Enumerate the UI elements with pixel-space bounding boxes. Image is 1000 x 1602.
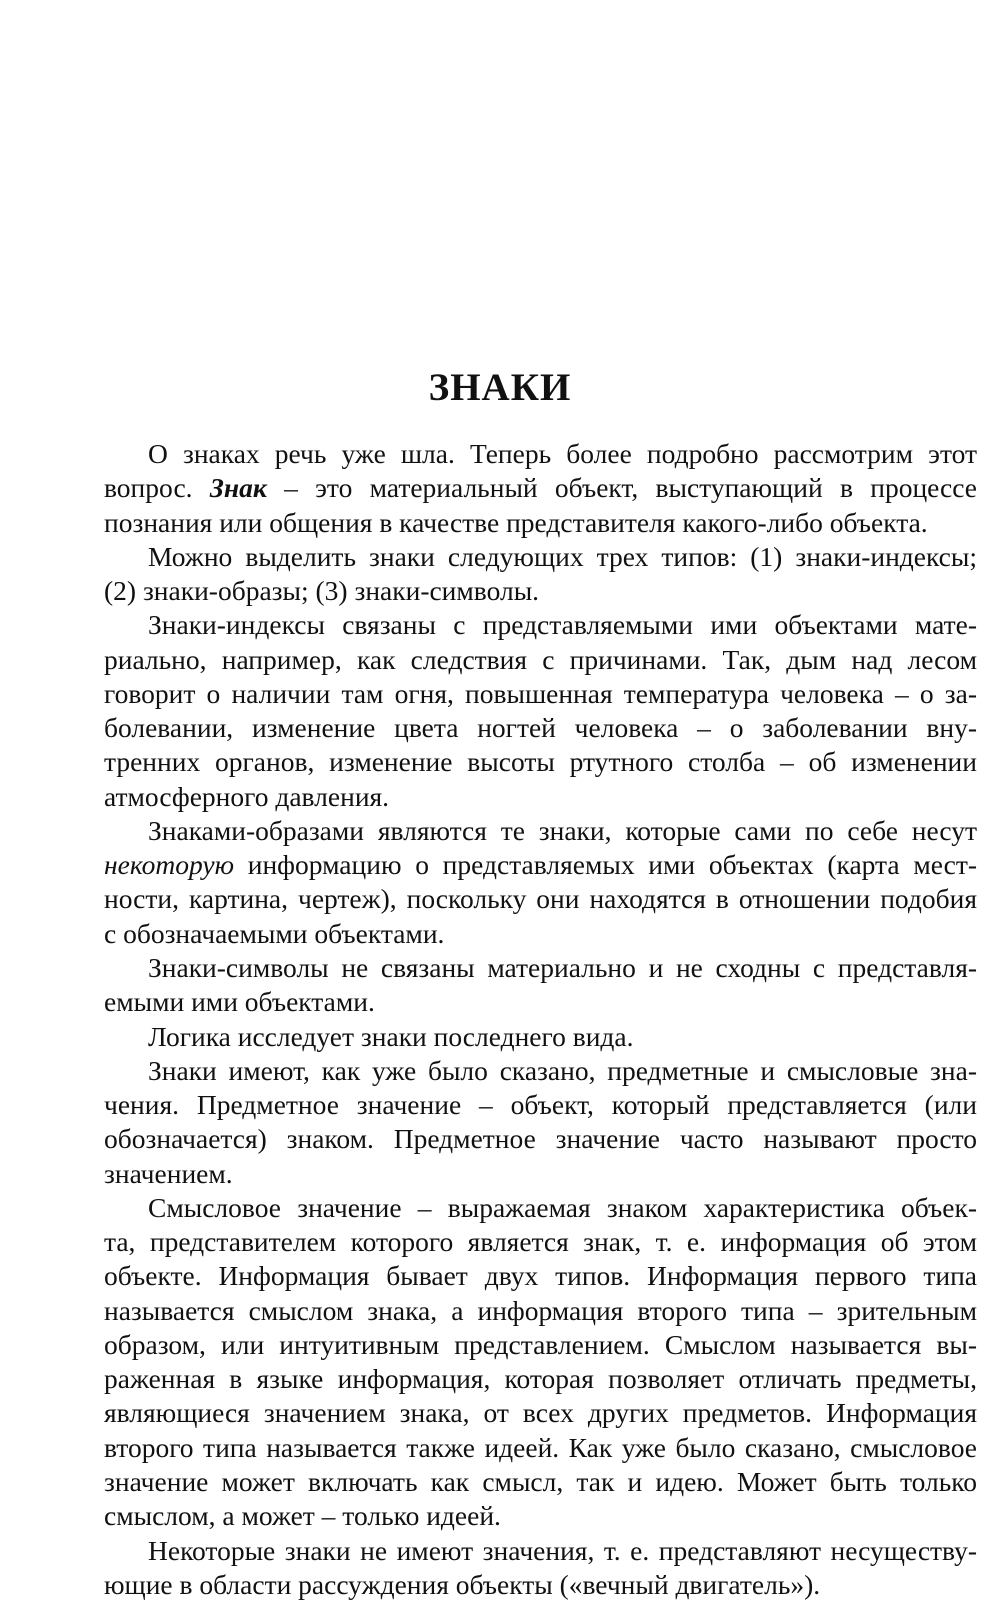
p7-line-1: Знаки имеют, как уже было сказано, предметные и смысловые зна- bbox=[148, 1054, 977, 1086]
p8-line-8: второго типа называется также идеей. Как уже было сказано, смысловое bbox=[104, 1431, 977, 1463]
p4-line-2 bbox=[104, 848, 977, 882]
p9-line-2: ющие в области рассуждения объекты («вечный двигатель»). bbox=[104, 1568, 821, 1600]
emphasis-nekotoruyu: некоторую bbox=[104, 849, 235, 881]
p4-line-2-end: информацию о представляемых ими объектах (карта мест- bbox=[247, 849, 978, 881]
p2-line-2: (2) знаки-образы; (3) знаки-символы. bbox=[104, 575, 540, 607]
p2-line-1: Можно выделить знаки следующих трех типов: (1) знаки-индексы; bbox=[148, 540, 977, 572]
p8-line-6: раженная в языке информация, которая позволяет отличать предметы, bbox=[104, 1363, 977, 1395]
p3-line-3: говорит о наличии там огня, повышенная температура человека – о за- bbox=[104, 677, 977, 709]
p5-line-2: емыми ими объектами. bbox=[104, 986, 375, 1018]
p6-line-1: Логика исследует знаки последнего вида. bbox=[148, 1020, 634, 1052]
p8-line-7: являющиеся значением знака, от всех других предметов. Информация bbox=[104, 1397, 977, 1429]
p8-line-3: объекте. Информация бывает двух типов. Информация первого типа bbox=[104, 1260, 977, 1292]
p7-line-3: обозначается) знаком. Предметное значение часто называют просто bbox=[104, 1123, 977, 1155]
p1-line-2 bbox=[104, 471, 977, 505]
p3-line-1: Знаки-индексы связаны с представляемыми ими объектами мате- bbox=[148, 609, 977, 641]
body-text bbox=[104, 437, 977, 1602]
p8-line-10: смыслом, а может – только идеей. bbox=[104, 1500, 501, 1532]
p3-line-4: болевании, изменение цвета ногтей человека – о заболевании вну- bbox=[104, 712, 977, 744]
p7-line-4: значением. bbox=[104, 1157, 233, 1189]
p8-line-2: та, представителем которого является знак, т. е. информация об этом bbox=[104, 1226, 977, 1258]
term-znak: Знак bbox=[209, 472, 267, 504]
p9-line-1: Некоторые знаки не имеют значения, т. е. представляют несуществу- bbox=[148, 1534, 977, 1566]
p1-line-2-end: – это материальный объект, выступающий в процессе bbox=[284, 472, 978, 504]
chapter-title: ЗНАКИ bbox=[428, 366, 572, 409]
p8-line-1: Смысловое значение – выражаемая знаком характеристика объек- bbox=[148, 1191, 977, 1223]
p1-line-2-start: вопрос. bbox=[104, 472, 193, 504]
p1-line-3: познания или общения в качестве представителя какого-либо объекта. bbox=[104, 506, 928, 538]
p3-line-2: риально, например, как следствия с причинами. Так, дым над лесом bbox=[104, 643, 977, 675]
p4-line-4: с обозначаемыми объектами. bbox=[104, 917, 445, 949]
p1-line-1: О знаках речь уже шла. Теперь более подробно рассмотрим этот bbox=[148, 438, 977, 469]
p8-line-9: значение может включать как смысл, так и идею. Может быть только bbox=[104, 1465, 977, 1497]
p3-line-6: атмосферного давления. bbox=[104, 780, 390, 812]
p7-line-2: чения. Предметное значение – объект, который представляется (или bbox=[104, 1089, 977, 1121]
p3-line-5: тренних органов, изменение высоты ртутного столба – об изменении bbox=[104, 746, 977, 778]
p5-line-1: Знаки-символы не связаны материально и не сходны с представля- bbox=[148, 951, 977, 983]
p8-line-4: называется смыслом знака, а информация второго типа – зрительным bbox=[104, 1294, 977, 1326]
p4-line-1: Знаками-образами являются те знаки, которые сами по себе несут bbox=[148, 814, 977, 846]
p4-line-3: ности, картина, чертеж), поскольку они находятся в отношении подобия bbox=[104, 883, 977, 915]
p8-line-5: образом, или интуитивным представлением. Смыслом называется вы- bbox=[104, 1328, 977, 1360]
